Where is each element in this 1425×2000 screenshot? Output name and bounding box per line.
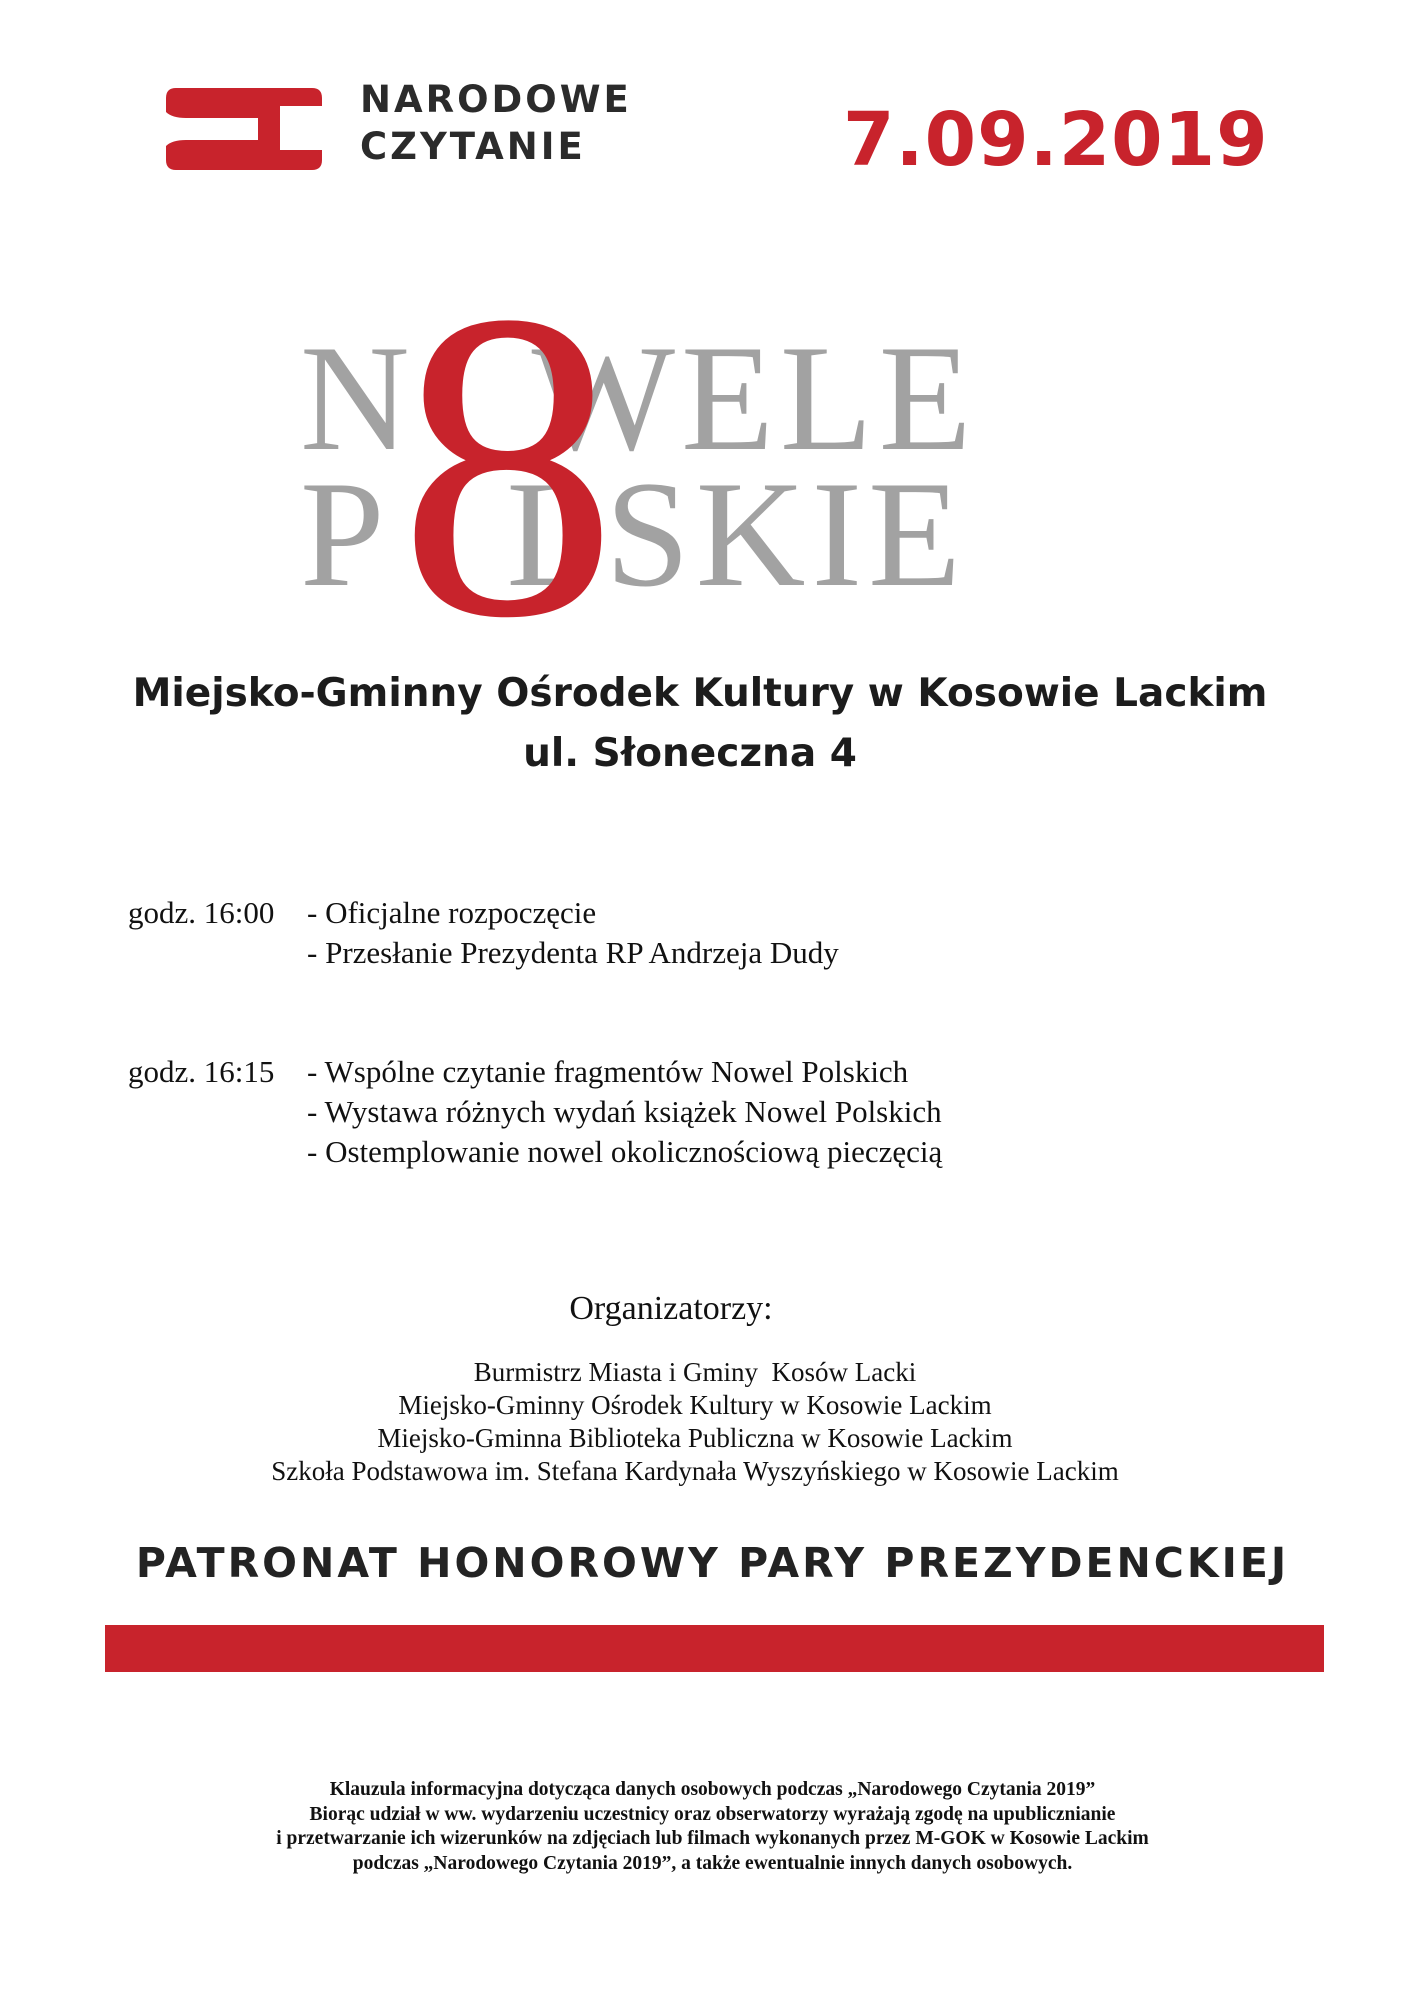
organizer-item: Miejsko-Gminny Ośrodek Kultury w Kosowie Lackim [398,1390,992,1420]
organizer-item: Miejsko-Gminna Biblioteka Publiczna w Kosowie Lackim [377,1423,1013,1453]
schedule-item: - Wystawa różnych wydań książek Nowel Polskich [307,1094,942,1129]
schedule-item: - Ostemplowanie nowel okolicznościową pieczęcią [307,1134,943,1169]
venue-block [0,664,1400,784]
schedule-item: - Oficjalne rozpoczęcie [307,895,597,930]
red-divider-bar [105,1625,1324,1672]
title-line-polskie: P LSKIE [300,450,967,618]
schedule-item: - Przesłanie Prezydenta RP Andrzeja Dudy [307,935,839,970]
venue-address: ul. Słoneczna 4 [523,731,857,776]
privacy-clause [0,1778,1425,1876]
title-numeral-eight: 8 [398,222,618,709]
clause-line: Klauzula informacyjna dotycząca danych osobowych podczas „Narodowego Czytania 2019” [329,1779,1096,1800]
schedule-time-2: godz. 16:15 [128,1054,275,1089]
logo-wordmark [360,76,632,170]
clause-line: podczas „Narodowego Czytania 2019”, a także ewentualnie innych danych osobowych. [352,1852,1073,1874]
clause-line: i przetwarzanie ich wizerunków na zdjęciach lub filmach wykonanych przez M-GOK w Kosowie Lackim [276,1828,1149,1849]
schedule-time-1: godz. 16:00 [128,895,275,930]
book-icon [162,88,322,170]
organizer-item: Szkoła Podstawowa im. Stefana Kardynała Wyszyńskiego w Kosowie Lackim [271,1456,1119,1486]
logo-line-1: NARODOWE [360,78,632,121]
organizers-heading: Organizatorzy: [569,1290,773,1327]
title-line-nowele: N WELE [300,314,978,482]
clause-line: Biorąc udział w ww. wydarzeniu uczestnicy oraz obserwatorzy wyrażają zgodę na upublicznianie [309,1803,1116,1825]
patronage-banner: PATRONAT HONOROWY PARY PREZYDENCKIEJ [135,1539,1290,1587]
event-date: 7.09.2019 [843,97,1269,183]
organizer-item: Burmistrz Miasta i Gminy Kosów Lacki [473,1357,917,1387]
venue-name: Miejsko-Gminny Ośrodek Kultury w Kosowie Lackim [132,671,1268,716]
logo-line-2: CZYTANIE [360,125,586,168]
schedule-item: - Wspólne czytanie fragmentów Nowel Polskich [307,1054,909,1089]
organizers-list [0,1356,1390,1488]
